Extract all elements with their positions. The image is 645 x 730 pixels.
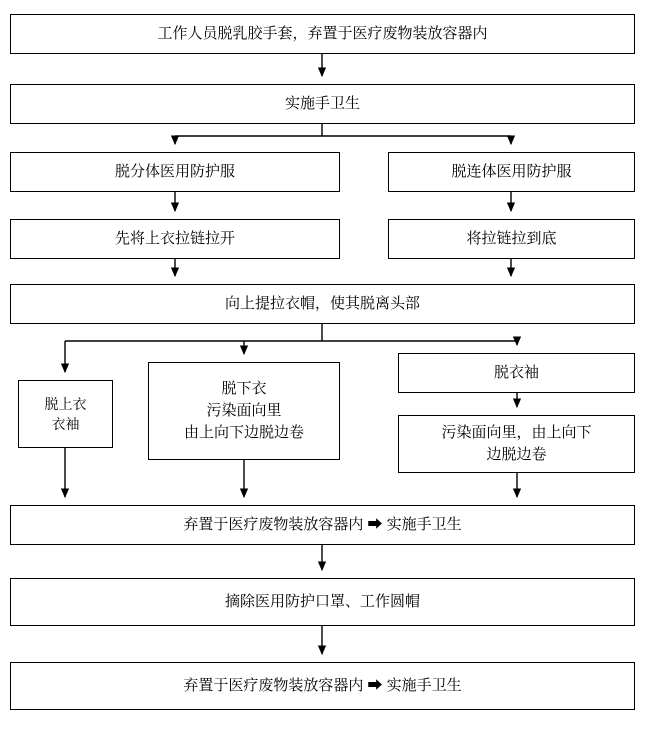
node-line: 污染面向里，由上向下 (441, 424, 592, 442)
node-open-top-zipper[interactable] (10, 219, 340, 259)
node-line: 向上提拉衣帽，使其脱离头部 (224, 295, 420, 313)
node-line: 边脱边卷 (486, 446, 547, 463)
node-hand-hygiene-1[interactable] (10, 84, 635, 124)
node-line: 弃置于医疗废物装放容器内 ➡ 实施手卫生 (183, 677, 462, 695)
node-unzip-to-bottom[interactable] (388, 219, 635, 259)
node-line: 衣袖 (51, 416, 80, 432)
node-contaminated-side-inward[interactable] (398, 415, 635, 473)
node-remove-top-sleeves[interactable] (18, 380, 113, 448)
node-discard-and-hand-hygiene-2[interactable] (10, 662, 635, 710)
node-line: 脱下衣 (221, 380, 267, 398)
node-remove-latex-gloves[interactable] (10, 14, 635, 54)
node-line: 先将上衣拉链拉开 (114, 230, 235, 248)
node-line: 污染面向里 (206, 402, 282, 420)
node-remove-sleeves[interactable] (398, 353, 635, 393)
node-line: 将拉链拉到底 (466, 230, 557, 248)
node-pull-hood-off-head[interactable] (10, 284, 635, 324)
node-line: 脱衣袖 (493, 364, 539, 382)
node-line: 脱分体医用防护服 (114, 163, 235, 181)
node-line: 弃置于医疗废物装放容器内 ➡ 实施手卫生 (183, 516, 462, 534)
node-line: 脱上衣 (44, 395, 87, 412)
node-line: 工作人员脱乳胶手套，弃置于医疗废物装放容器内 (157, 25, 488, 43)
node-discard-and-hand-hygiene-1[interactable] (10, 505, 635, 545)
node-remove-coverall-suit[interactable] (388, 152, 635, 192)
node-line: 摘除医用防护口罩、工作圆帽 (224, 593, 420, 611)
node-line: 由上向下边脱边卷 (183, 423, 304, 441)
node-remove-two-piece-suit[interactable] (10, 152, 340, 192)
node-line: 实施手卫生 (284, 95, 360, 113)
node-line: 脱连体医用防护服 (451, 163, 572, 181)
node-remove-mask-and-cap[interactable] (10, 578, 635, 626)
node-remove-pants-roll-inward[interactable] (148, 362, 340, 460)
